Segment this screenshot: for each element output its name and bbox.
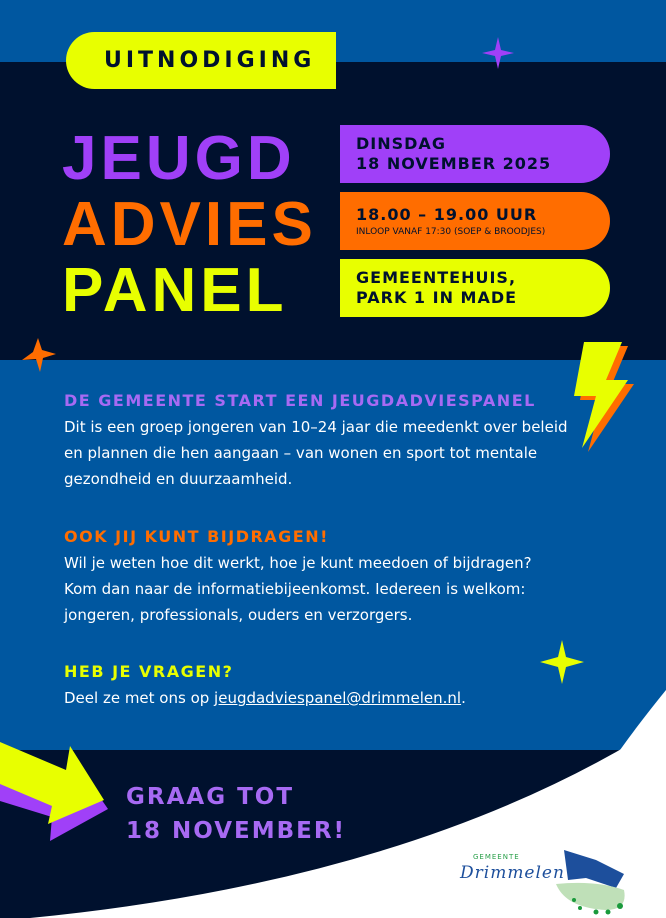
drimmelen-logo bbox=[456, 850, 646, 916]
section-heading: DE GEMEENTE START EEN JEUGDADVIESPANEL bbox=[64, 391, 536, 410]
title-advies: ADVIES bbox=[62, 190, 317, 259]
section-body: Wil je weten hoe dit werkt, hoe je kunt meedoen of bijdragen? Kom dan naar de informatiebijeenkomst. Iedereen is welkom: jongeren, professionals, ouders en verzorgers. bbox=[64, 554, 532, 624]
closing-text bbox=[126, 780, 346, 848]
arrow-icon bbox=[0, 742, 108, 841]
section-heading: HEB JE VRAGEN? bbox=[64, 662, 234, 681]
section-body bbox=[64, 685, 584, 711]
time-pill bbox=[340, 192, 610, 250]
closing-line2: 18 NOVEMBER! bbox=[126, 818, 347, 844]
date-pill bbox=[340, 125, 610, 183]
invitation-label: UITNODIGING bbox=[66, 32, 336, 89]
date: 18 NOVEMBER 2025 bbox=[356, 154, 552, 173]
section-heading: OOK JIJ KUNT BIJDRAGEN! bbox=[64, 527, 329, 546]
email-link[interactable]: jeugdadviespanel@drimmelen.nl bbox=[214, 689, 462, 707]
body-text: Deel ze met ons op bbox=[64, 689, 215, 707]
section-body: Dit is een groep jongeren van 10–24 jaar die meedenkt over beleid en plannen die hen aangaan – van wonen en sport tot mentale gezondheid en duurzaamheid. bbox=[64, 418, 568, 488]
logo-name: Drimmelen bbox=[460, 863, 565, 883]
location-line2: PARK 1 IN MADE bbox=[356, 288, 518, 307]
time: 18.00 – 19.00 UUR bbox=[356, 205, 538, 224]
walkin: INLOOP VANAF 17:30 (SOEP & BROODJES) bbox=[356, 227, 546, 237]
title-jeugd: JEUGD bbox=[62, 124, 296, 193]
logo-small-text: GEMEENTE bbox=[473, 853, 520, 861]
day: DINSDAG bbox=[356, 134, 446, 153]
body-text: . bbox=[461, 689, 466, 707]
location-line1: GEMEENTEHUIS, bbox=[356, 268, 517, 287]
closing-line1: GRAAG TOT bbox=[126, 784, 295, 810]
location-pill bbox=[340, 259, 610, 317]
title-panel: PANEL bbox=[62, 256, 288, 325]
